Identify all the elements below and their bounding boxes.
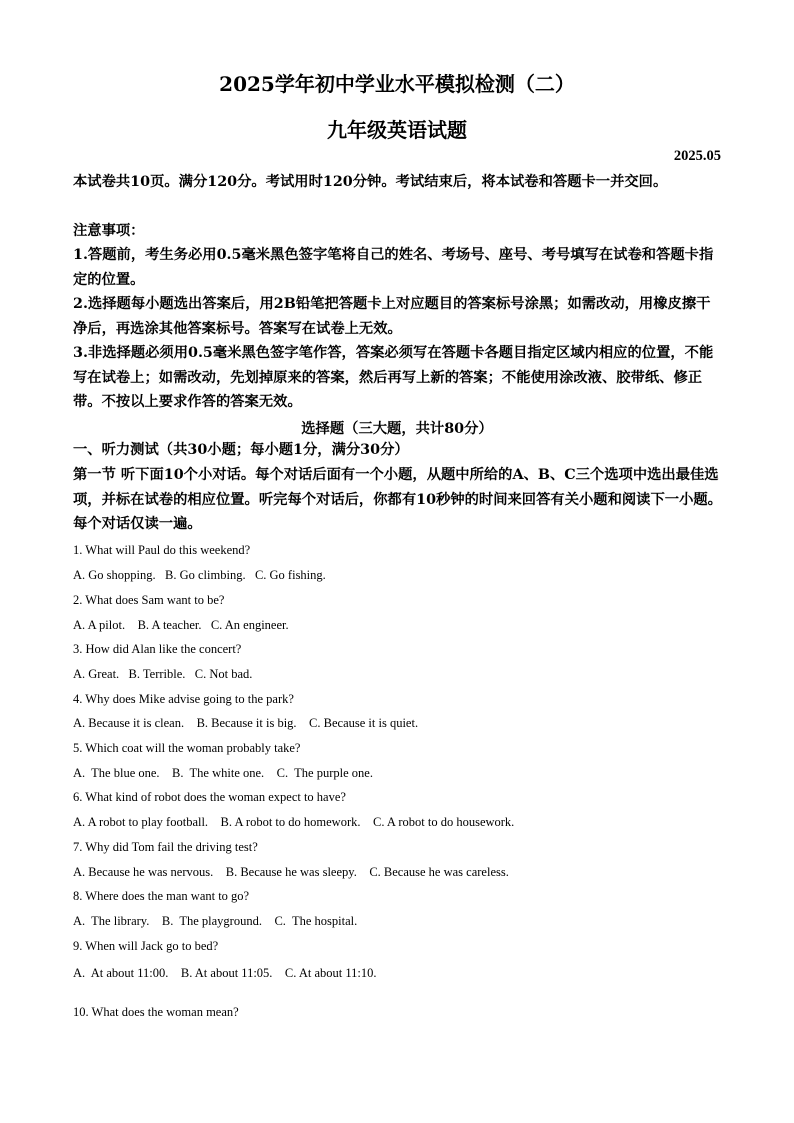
- question-5: 5. Which coat will the woman probably take?: [73, 741, 301, 755]
- exam-intro: 本试卷共10页。满分120分。考试用时120分钟。考试结束后，将本试卷和答题卡一并交回。: [73, 174, 668, 190]
- question-8-options: A. The library. B. The playground. C. The hospital.: [73, 914, 358, 928]
- question-3-options: A. Great. B. Terrible. C. Not bad.: [73, 667, 253, 681]
- question-6: 6. What kind of robot does the woman expect to have?: [73, 790, 346, 804]
- question-4-options: A. Because it is clean. B. Because it is big. C. Because it is quiet.: [73, 716, 419, 730]
- notice-item-2: 2.选择题每小题选出答案后，用2B铅笔把答题卡上对应题目的答案标号涂黑；如需改动，用橡皮擦干净后，再选涂其他答案标号。答案写在试卷上无效。: [73, 296, 711, 337]
- question-7: 7. Why did Tom fail the driving test?: [73, 840, 258, 854]
- part-instruction: 第一节 听下面10个小对话。每个对话后面有一个小题，从题中所给的A、B、C三个选项中选出最佳选项，并标在试卷的相应位置。听完每个对话后，你都有10秒钟的时间来回答有关小题和阅读下一小题。每个对话仅读一遍。: [73, 467, 722, 532]
- notice-heading: 注意事项：: [73, 223, 145, 239]
- section-heading: 选择题（三大题，共计80分）: [301, 421, 493, 437]
- question-4: 4. Why does Mike advise going to the park?: [73, 692, 294, 706]
- question-9-options: A. At about 11:00. B. At about 11:05. C. At about 11:10.: [73, 966, 377, 980]
- notice-item-3: 3.非选择题必须用0.5毫米黑色签字笔作答，答案必须写在答题卡各题目指定区域内相应的位置，不能写在试卷上；如需改动，先划掉原来的答案，然后再写上新的答案；不能使用涂改液、胶带纸、修正带。不按以上要求作答的答案无效。: [73, 345, 714, 410]
- question-10: 10. What does the woman mean?: [73, 1005, 239, 1019]
- exam-title: 2025学年初中学业水平模拟检测（二）: [219, 72, 575, 96]
- exam-date: 2025.05: [673, 148, 721, 164]
- question-5-options: A. The blue one. B. The white one. C. The purple one.: [73, 766, 373, 780]
- question-7-options: A. Because he was nervous. B. Because he was sleepy. C. Because he was careless.: [73, 865, 509, 879]
- exam-subtitle: 九年级英语试题: [327, 118, 467, 142]
- question-1-options: A. Go shopping. B. Go climbing. C. Go fishing.: [73, 568, 326, 582]
- question-3: 3. How did Alan like the concert?: [73, 642, 242, 656]
- question-2-options: A. A pilot. B. A teacher. C. An engineer.: [73, 618, 289, 632]
- question-2: 2. What does Sam want to be?: [73, 593, 225, 607]
- question-8: 8. Where does the man want to go?: [73, 889, 250, 903]
- notice-item-1: 1.答题前，考生务必用0.5毫米黑色签字笔将自己的姓名、考场号、座号、考号填写在试卷和答题卡指定的位置。: [73, 247, 714, 288]
- question-6-options: A. A robot to play football. B. A robot to do homework. C. A robot to do housework.: [73, 815, 515, 829]
- part-heading: 一、听力测试（共30小题；每小题1分，满分30分）: [73, 442, 409, 458]
- question-9: 9. When will Jack go to bed?: [73, 939, 219, 953]
- question-1: 1. What will Paul do this weekend?: [73, 543, 251, 557]
